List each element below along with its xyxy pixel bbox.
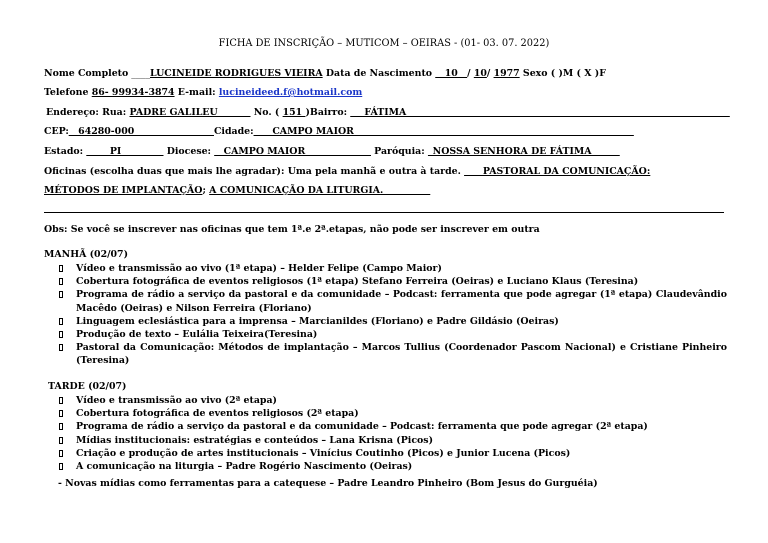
address-value: PADRE GALILEU_______: [129, 107, 251, 118]
list-item-text: Mídias institucionais: estratégias e conteúdos – Lana Krisna (Picos): [76, 434, 434, 446]
list-item: [44, 460, 727, 473]
workshops-row-1: [44, 165, 650, 178]
morning-title: [44, 248, 128, 261]
state-value: _____PI_________: [86, 146, 164, 157]
address-row: [46, 106, 730, 119]
list-item: [44, 288, 727, 314]
list-item-text: Programa de rádio a serviço da pastoral e da comunidade – Podcast: ferramenta que pode agregar (1ª etapa) Claudevândio Macêdo (Oeiras) e Nilson Ferreira (Floriano): [76, 289, 727, 314]
list-item-text: Vídeo e transmissão ao vivo (1ª etapa) – Helder Felipe (Campo Maior): [76, 263, 442, 274]
address-label: Endereço: Rua:: [46, 107, 130, 118]
list-item-text: Criação e produção de artes institucionais – Vinícius Coutinho (Picos) e Junior Lucena (Picos): [76, 447, 571, 459]
workshops-choice-1: ____PASTORAL DA COMUNICAÇÃO:: [464, 166, 651, 177]
afternoon-title: [48, 380, 126, 393]
list-item-text: Programa de rádio a serviço da pastoral e da comunidade – Podcast: ferramenta que pode agregar (2ª etapa): [76, 421, 648, 433]
cep-label: CEP:: [44, 126, 69, 137]
workshops-choice-2: A COMUNICAÇÃO DA LITURGIA: [209, 185, 381, 196]
name-prefix: ____: [128, 68, 151, 79]
diocese-label: Diocese:: [163, 146, 215, 157]
bairro-value: ___FÁTIMA_____________________________________________________________________: [350, 107, 730, 118]
list-item: [44, 262, 727, 275]
afternoon-extra-item: [58, 477, 598, 490]
bullet-icon: [59, 265, 63, 272]
list-item: [44, 394, 727, 407]
birth-year: 1977: [493, 68, 520, 79]
bullet-icon: [59, 450, 63, 457]
number-label: No. (: [250, 107, 283, 118]
list-item: [44, 341, 727, 367]
state-label: Estado:: [44, 146, 87, 157]
morning-list: [44, 262, 727, 368]
list-item-text: A comunicação na liturgia – Padre Rogério Nascimento (Oeiras): [76, 461, 413, 473]
afternoon-extra-text: - Novas mídias como ferramentas para a catequese – Padre Leandro Pinheiro (Bom Jesus do Gurguéia): [58, 478, 598, 489]
cep-city-row: [44, 125, 634, 138]
bairro-label: )Bairro:: [305, 107, 351, 118]
birth-month: 10: [473, 68, 487, 79]
list-item: [44, 407, 727, 420]
bullet-icon: [59, 331, 63, 338]
city-value: ____CAMPO MAIOR ___________________________________________________________: [253, 126, 634, 137]
list-item-text: Produção de texto – Eulália Teixeira(Teresina): [76, 329, 318, 341]
list-item: [44, 328, 727, 341]
number-value: 151: [282, 107, 306, 118]
email-link[interactable]: lucineideed.f@hotmail.com: [218, 87, 363, 98]
list-item-text: Linguagem eclesiástica para a imprensa – Marcianildes (Floriano) e Padre Gildásio (Oeiras): [76, 315, 559, 327]
form-title: FICHA DE INSCRIÇÃO – MUTICOM – OEIRAS - (01- 03. 07. 2022): [218, 38, 550, 49]
name-label: Nome Completo: [44, 68, 129, 79]
workshops-row-2: [44, 184, 430, 197]
divider-line: [44, 212, 724, 213]
birth-sep-2: /: [486, 68, 494, 79]
bullet-icon: [59, 278, 63, 285]
workshops-choice-1-cont: MÉTODOS DE IMPLANTAÇÃO: [44, 185, 203, 196]
list-item-text: Pastoral da Comunicação: Métodos de implantação – Marcos Tullius (Coordenador Pascom Nacional) e Cristiane Pinheiro (Teresina): [76, 342, 727, 367]
list-item: [44, 434, 727, 447]
list-item: [44, 420, 727, 433]
bullet-icon: [59, 437, 63, 444]
list-item: [44, 315, 727, 328]
sex-field: Sexo ( )M ( X )F: [519, 68, 606, 79]
parish-value: _NOSSA SENHORA DE FÁTIMA______: [427, 146, 620, 157]
cep-value: __64280-000_________________: [68, 126, 214, 137]
list-item-text: Vídeo e transmissão ao vivo (2ª etapa): [76, 395, 277, 406]
phone-value: 86- 99934-3874: [91, 87, 175, 98]
bullet-icon: [59, 318, 63, 325]
afternoon-list: [44, 394, 727, 473]
name-value: LUCINEIDE RODRIGUES VIEIRA: [150, 68, 323, 79]
morning-title-text: MANHÃ (02/07): [44, 249, 129, 260]
parish-label: Paróquia:: [370, 146, 428, 157]
bullet-icon: [59, 423, 63, 430]
contact-row: [44, 86, 362, 99]
list-item-text: Cobertura fotográfica de eventos religiosos (2ª etapa): [76, 408, 359, 420]
diocese-value: __CAMPO MAIOR______________: [214, 146, 371, 157]
list-item: [44, 447, 727, 460]
birth-day: __10__: [435, 68, 468, 79]
list-item-text: Cobertura fotográfica de eventos religiosos (1ª etapa) Stefano Ferreira (Oeiras) e Luciano Klaus (Teresina): [76, 276, 639, 288]
afternoon-title-text: TARDE (02/07): [48, 381, 127, 392]
birth-sep-1: /: [467, 68, 474, 79]
bullet-icon: [59, 344, 63, 351]
workshops-tail: .__________: [380, 185, 431, 196]
name-row: [44, 67, 606, 80]
bullet-icon: [59, 463, 63, 470]
list-item: [44, 275, 727, 288]
bullet-icon: [59, 410, 63, 417]
email-label: E-mail:: [174, 87, 219, 98]
note-text: [44, 223, 540, 236]
city-label: Cidade:: [213, 126, 254, 137]
note-content: Obs: Se você se inscrever nas oficinas que tem 1ª.e 2ª.etapas, não pode ser inscrever em outra: [44, 224, 540, 235]
workshops-label: Oficinas (escolha duas que mais lhe agradar): Uma pela manhã e outra à tarde.: [44, 166, 465, 177]
birth-label: Data de Nascimento: [322, 68, 436, 79]
bullet-icon: [59, 397, 63, 404]
workshops-separator: ;: [202, 185, 210, 196]
state-diocese-row: [44, 145, 620, 158]
bullet-icon: [59, 291, 63, 298]
phone-label: Telefone: [44, 87, 92, 98]
